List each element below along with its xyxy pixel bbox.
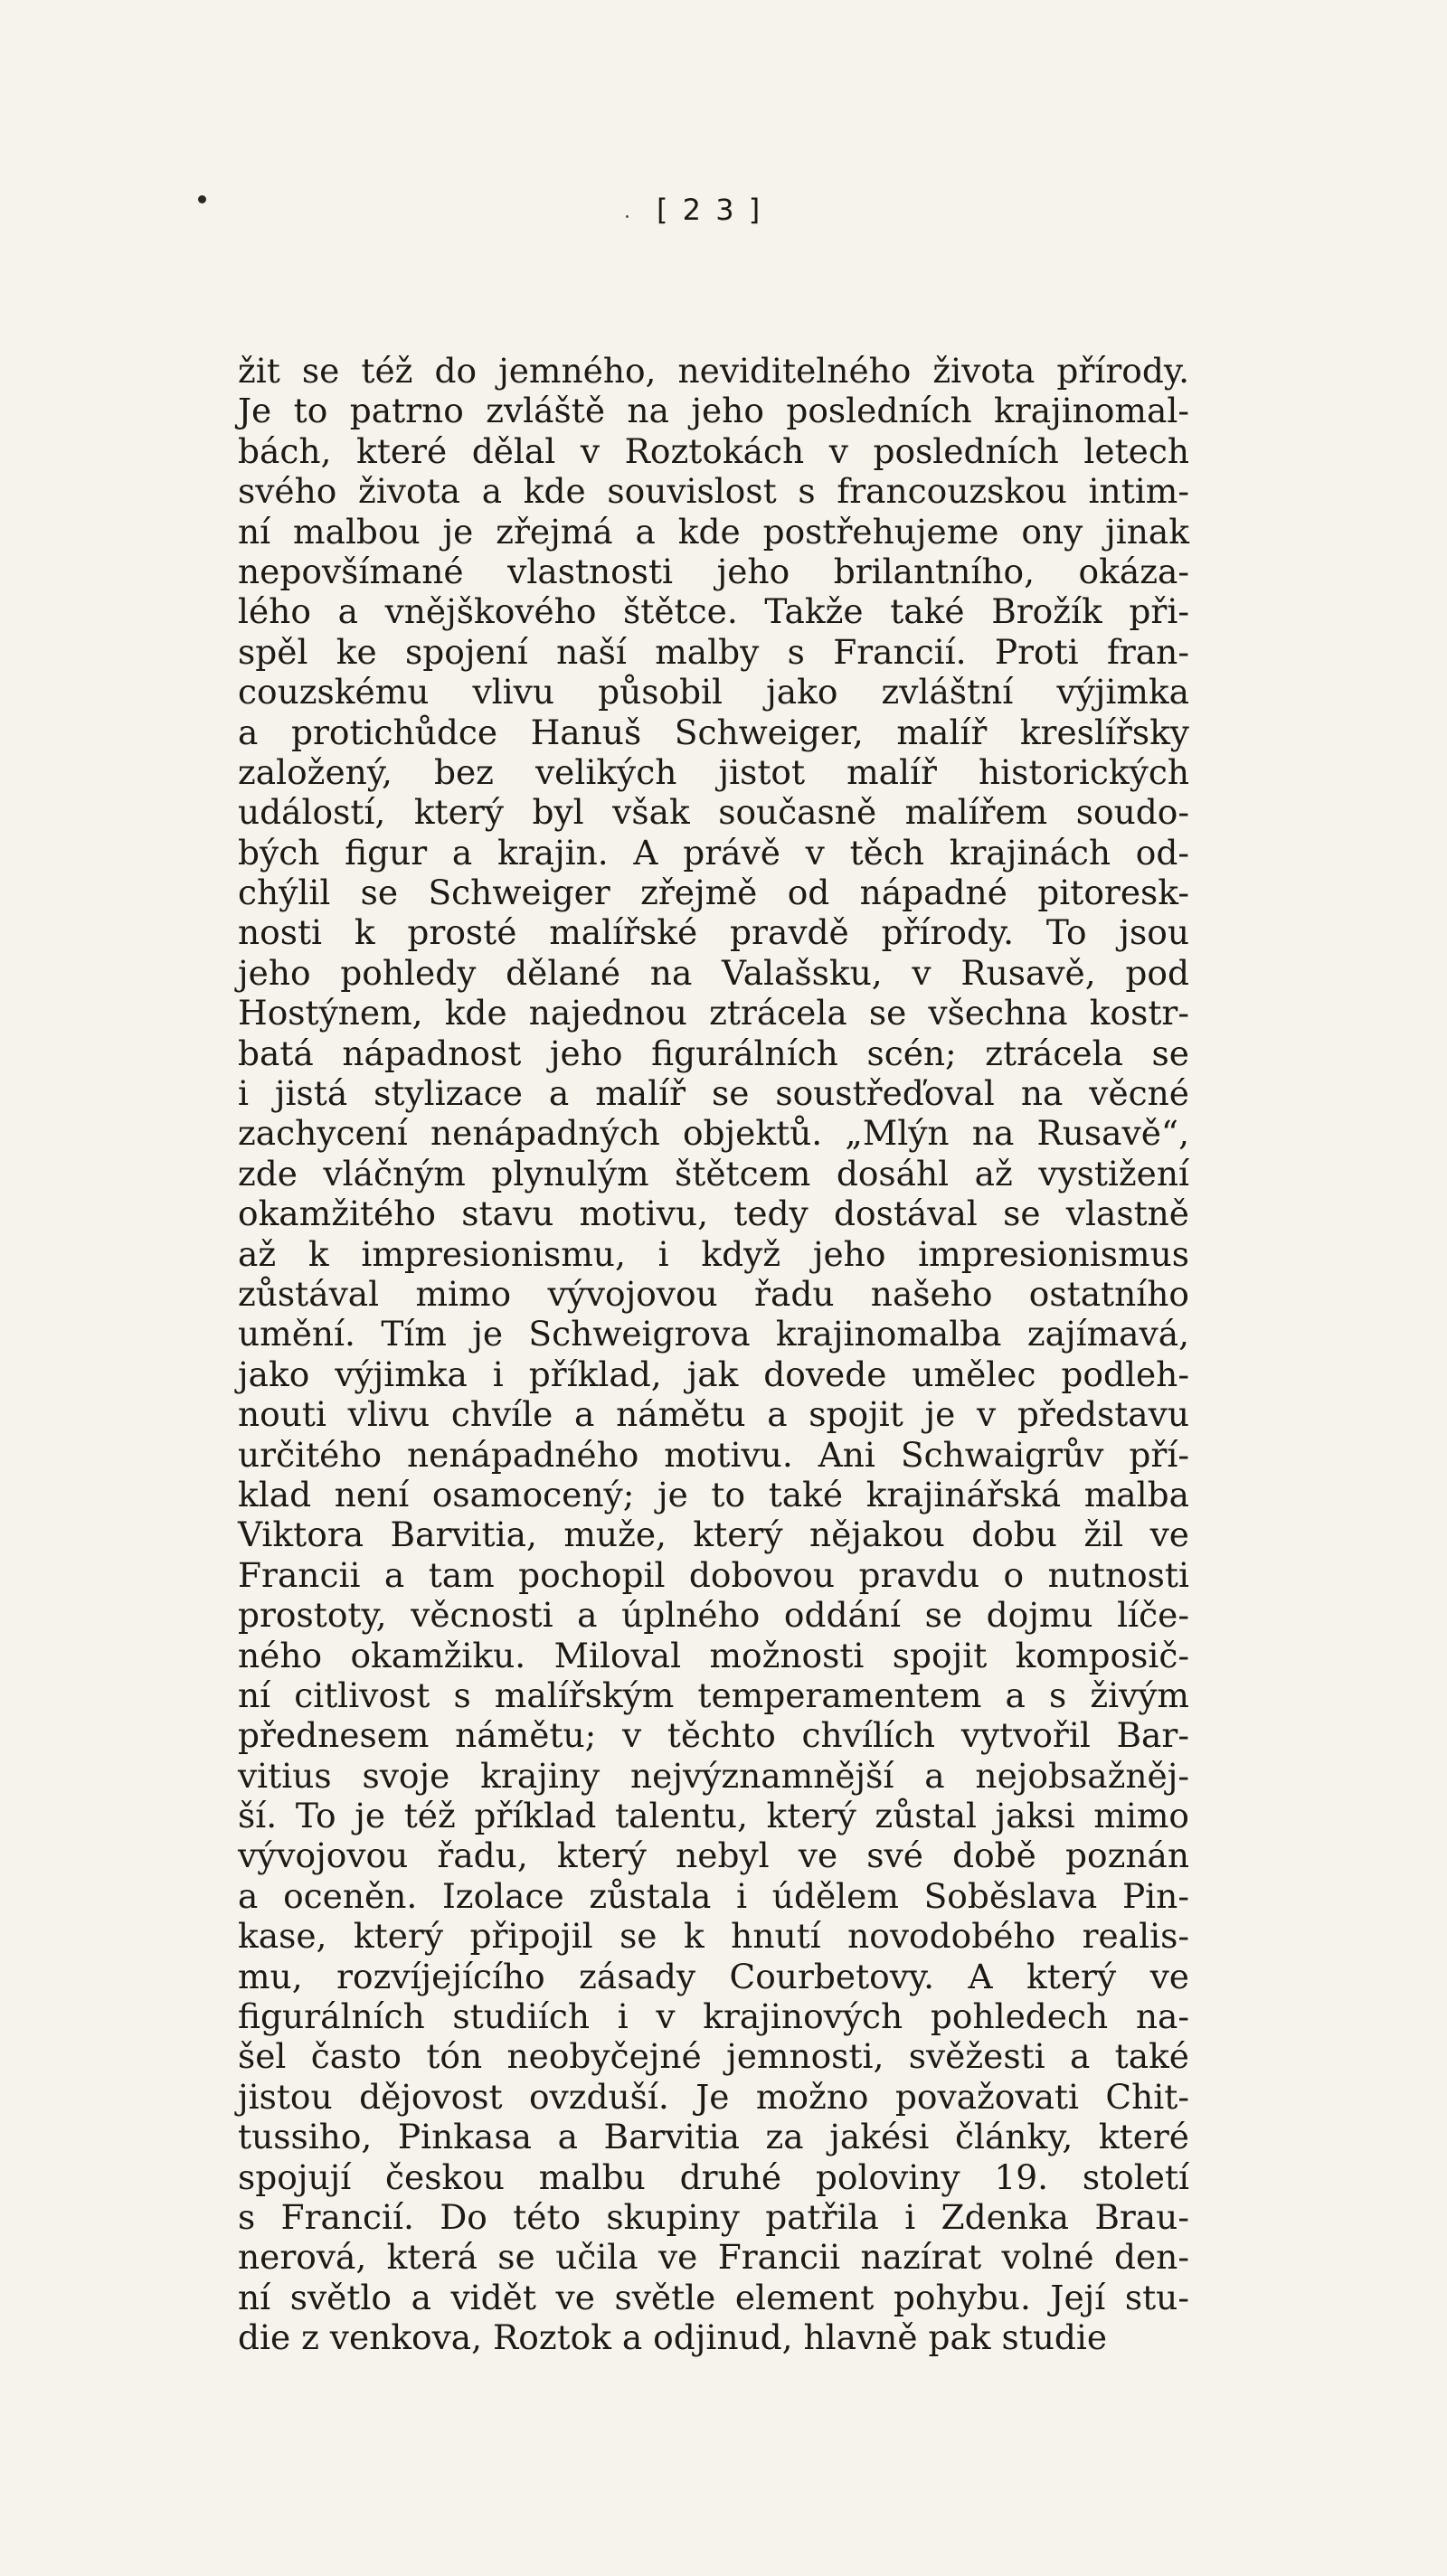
text-line: lého a vnějškového štětce. Takže také Brožík při- — [238, 591, 1189, 632]
text-line: šel často tón neobyčejné jemnosti, svěžesti a také — [238, 2036, 1189, 2077]
text-line: nosti k prosté malířské pravdě přírody. To jsou — [238, 912, 1189, 953]
text-line: kase, který připojil se k hnutí novodobého realis- — [238, 1916, 1189, 1957]
text-line: určitého nenápadného motivu. Ani Schwaigrův pří- — [238, 1434, 1189, 1475]
text-line: zde vláčným plynulým štětcem dosáhl až vystižení — [238, 1153, 1189, 1194]
text-line: až k impresionismu, i když jeho impresionismus — [238, 1233, 1189, 1274]
text-line: založený, bez velikých jistot malíř historických — [238, 751, 1189, 792]
text-line: okamžitého stavu motivu, tedy dostával se vlastně — [238, 1194, 1189, 1234]
text-line: ní světlo a vidět ve světle element pohybu. Její stu- — [238, 2277, 1189, 2317]
text-line: ní citlivost s malířským temperamentem a s živým — [238, 1675, 1189, 1715]
text-line: tussiho, Pinkasa a Barvitia za jakési články, které — [238, 2117, 1189, 2157]
text-line: událostí, který byl však současně malířem soudo- — [238, 792, 1189, 833]
text-line: a oceněn. Izolace zůstala i údělem Soběslava Pin- — [238, 1875, 1189, 1916]
text-line: zachycení nenápadných objektů. „Mlýn na Rusavě“, — [238, 1113, 1189, 1154]
text-line: couzskému vlivu působil jako zvláštní výjimka — [238, 672, 1189, 712]
text-line: svého života a kde souvislost s francouzskou intim- — [238, 471, 1189, 512]
text-line: jako výjimka i příklad, jak dovede umělec podleh- — [238, 1354, 1189, 1394]
page-number: [ 2 3 ] — [657, 193, 763, 227]
text-line: Viktora Barvitia, muže, který nějakou dobu žil ve — [238, 1514, 1189, 1555]
text-line: vývojovou řadu, který nebyl ve své době poznán — [238, 1835, 1189, 1876]
text-line: chýlil se Schweiger zřejmě od nápadné pitoresk- — [238, 873, 1189, 913]
text-line: mu, rozvíjejícího zásady Courbetovy. A který ve — [238, 1956, 1189, 1996]
text-line: umění. Tím je Schweigrova krajinomalba zajímavá, — [238, 1314, 1189, 1354]
text-line: Hostýnem, kde najednou ztrácela se všechna kostr- — [238, 993, 1189, 1033]
text-line: spojují českou malbu druhé poloviny 19. století — [238, 2156, 1189, 2197]
text-line: přednesem námětu; v těchto chvílích vytvořil Bar- — [238, 1715, 1189, 1756]
text-line: Je to patrno zvláště na jeho posledních krajinomal- — [238, 391, 1189, 431]
text-line: žit se též do jemného, neviditelného života přírody. — [238, 351, 1189, 391]
text-line: nerová, která se učila ve Francii nazírat volné den- — [238, 2237, 1189, 2278]
text-line: zůstával mimo vývojovou řadu našeho ostatního — [238, 1273, 1189, 1314]
text-line: prostoty, věcnosti a úplného oddání se dojmu líče- — [238, 1595, 1189, 1636]
text-line: vitius svoje krajiny nejvýznamnější a nejobsažněj- — [238, 1755, 1189, 1796]
text-line: jeho pohledy dělané na Valašsku, v Rusavě, pod — [238, 952, 1189, 993]
text-line: bách, které dělal v Roztokách v posledních letech — [238, 430, 1189, 471]
text-line: nepovšímané vlastnosti jeho brilantního, okáza- — [238, 551, 1189, 591]
text-line: s Francií. Do této skupiny patřila i Zdenka Brau- — [238, 2196, 1189, 2237]
text-line: jistou dějovost ovzduší. Je možno považovati Chit- — [238, 2076, 1189, 2117]
text-line: a protichůdce Hanuš Schweiger, malíř kreslířsky — [238, 712, 1189, 752]
text-line: ní malbou je zřejmá a kde postřehujeme ony jinak — [238, 511, 1189, 552]
body-text — [238, 351, 1189, 2358]
text-line: ší. To je též příklad talentu, který zůstal jaksi mimo — [238, 1796, 1189, 1836]
text-line: die z venkova, Roztok a odjinud, hlavně pak studie — [238, 2317, 1108, 2358]
text-line: ného okamžiku. Miloval možnosti spojit komposič- — [238, 1635, 1189, 1675]
text-line: figurálních studiích i v krajinových pohledech na- — [238, 1996, 1189, 2037]
text-line: spěl ke spojení naší malby s Francií. Proti fran- — [238, 631, 1189, 672]
text-line: bých figur a krajin. A právě v těch krajinách od- — [238, 832, 1189, 873]
text-line: batá nápadnost jeho figurálních scén; ztrácela se — [238, 1033, 1189, 1073]
text-line: klad není osamocený; je to také krajinářská malba — [238, 1474, 1189, 1514]
text-line: i jistá stylizace a malíř se soustřeďoval na věcné — [238, 1073, 1189, 1114]
ink-speck — [626, 215, 629, 218]
text-line: Francii a tam pochopil dobovou pravdu o nutnosti — [238, 1554, 1189, 1595]
ink-speck — [198, 195, 206, 203]
text-line: nouti vlivu chvíle a námětu a spojit je v představu — [238, 1394, 1189, 1435]
